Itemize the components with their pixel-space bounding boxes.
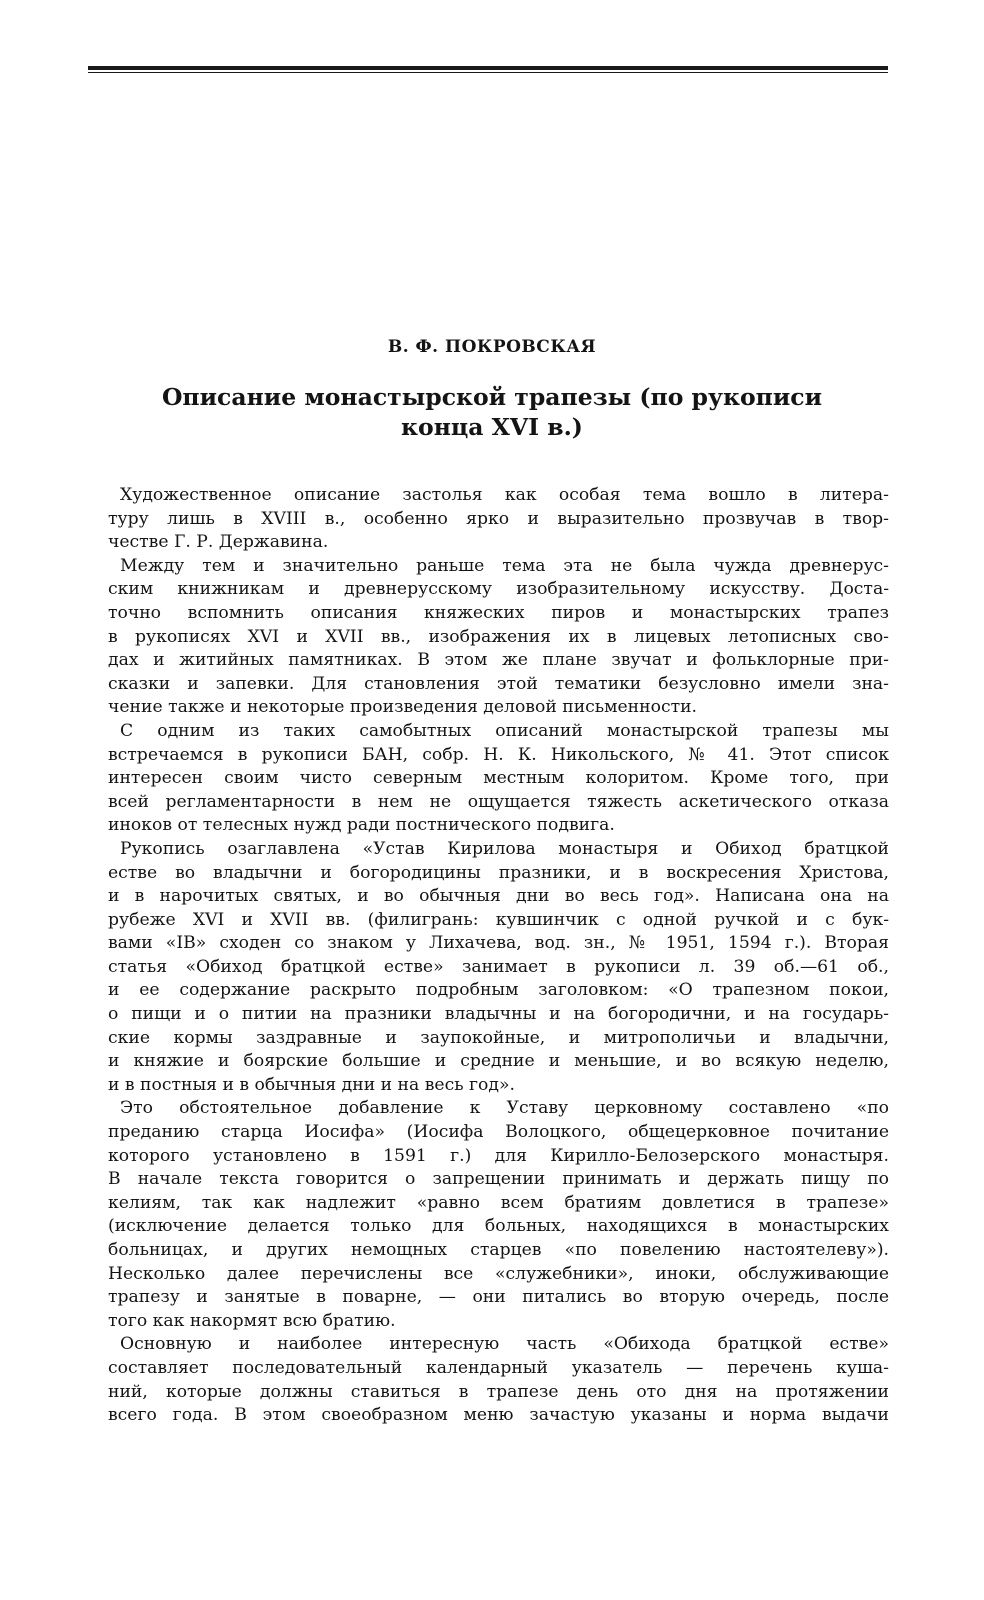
article-body — [108, 484, 889, 1428]
text-line: о пищи и о питии на празники владычны и на богородични, и на государь- — [108, 1004, 889, 1025]
text-line: составляет последовательный календарный указатель — перечень куша- — [108, 1357, 889, 1378]
top-rule — [88, 66, 888, 70]
text-line: преданию старца Иосифа» (Иосифа Волоцкого, общецерковное почитание — [108, 1122, 889, 1143]
text-line: статья «Обиход братцкой естве» занимает в рукописи л. 39 об.—61 об., — [108, 956, 889, 977]
text-line: которого установлено в 1591 г.) для Кирилло-Белозерского монастыря. — [108, 1145, 889, 1166]
title-line: Описание монастырской трапезы (по рукописи — [161, 383, 823, 411]
text-line: и ее содержание раскрыто подробным заголовком: «О трапезном покои, — [108, 980, 889, 1001]
text-line: дах и житийных памятниках. В этом же плане звучат и фольклорные при- — [108, 650, 889, 671]
text-line: встречаемся в рукописи БАН, собр. Н. К. Никольского, № 41. Этот список — [108, 744, 889, 765]
text-line: того как накормят всю братию. — [108, 1310, 396, 1331]
text-line: В начале текста говорится о запрещении принимать и держать пищу по — [108, 1169, 889, 1190]
text-line: С одним из таких самобытных описаний монастырской трапезы мы — [120, 720, 889, 741]
text-line: в рукописях XVI и XVII вв., изображения их в лицевых летописных сво- — [108, 626, 889, 647]
text-line: Основную и наиболее интересную часть «Обихода братцкой естве» — [120, 1334, 889, 1355]
text-line: честве Г. Р. Державина. — [108, 532, 329, 553]
author-name: В. Ф. ПОКРОВСКАЯ — [387, 337, 597, 357]
text-line: и княжие и боярские большие и средние и меньшие, и во всякую неделю, — [108, 1051, 889, 1072]
text-line: туру лишь в XVIII в., особенно ярко и выразительно прозвучав в твор- — [108, 508, 889, 529]
text-line: ским книжникам и древнерусскому изобразительному искусству. Доста- — [108, 579, 889, 600]
text-line: и в нарочитых святых, и во обычныя дни во весь год». Написана она на — [108, 886, 889, 907]
text-line: интересен своим чисто северным местным колоритом. Кроме того, при — [108, 768, 889, 789]
text-line: естве во владычни и богородицины празники, и в воскресения Христова, — [108, 862, 889, 883]
text-line: Несколько далее перечислены все «служебники», иноки, обслуживающие — [108, 1263, 889, 1284]
text-line: (исключение делается только для больных, находящихся в монастырских — [108, 1216, 889, 1237]
text-line: иноков от телесных нужд ради постнического подвига. — [108, 815, 615, 836]
text-line: Рукопись озаглавлена «Устав Кирилова монастыря и Обиход братцкой — [120, 838, 889, 859]
text-line: Это обстоятельное добавление к Уставу церковному составлено «по — [120, 1098, 889, 1119]
text-line: келиям, так как надлежит «равно всем братиям довлетися в трапезе» — [108, 1192, 889, 1213]
text-line: и в постныя и в обычныя дни и на весь год». — [108, 1074, 515, 1095]
article-title — [120, 382, 864, 442]
text-line: трапезу и занятые в поварне, — они питались во вторую очередь, после — [108, 1287, 889, 1308]
text-line: Между тем и значительно раньше тема эта не была чужда древнерус- — [120, 555, 889, 576]
text-line: всего года. В этом своеобразном меню зачастую указаны и норма выдачи — [108, 1405, 889, 1426]
text-line: вами «IВ» сходен со знаком у Лихачева, вод. зн., № 1951, 1594 г.). Вторая — [108, 933, 889, 954]
title-line: конца XVI в.) — [401, 413, 583, 441]
text-line: рубеже XVI и XVII вв. (филигрань: кувшинчик с одной ручкой и с бук- — [108, 909, 889, 930]
text-line: сказки и запевки. Для становления этой тематики безусловно имели зна- — [108, 673, 889, 694]
text-line: ний, которые должны ставиться в трапезе день ото дня на протяжении — [108, 1381, 889, 1402]
top-rule-thin — [88, 72, 888, 73]
text-line: точно вспомнить описания княжеских пиров и монастырских трапез — [108, 602, 889, 623]
text-line: чение также и некоторые произведения деловой письменности. — [108, 697, 697, 718]
text-line: больницах, и других немощных старцев «по повелению настоятелеву»). — [108, 1240, 889, 1260]
text-line: Художественное описание застолья как особая тема вошло в литера- — [120, 485, 889, 505]
text-line: ские кормы заздравные и заупокойные, и митрополичьи и владычни, — [108, 1027, 889, 1048]
text-line: всей регламентарности в нем не ощущается тяжесть аскетического отказа — [108, 791, 889, 812]
